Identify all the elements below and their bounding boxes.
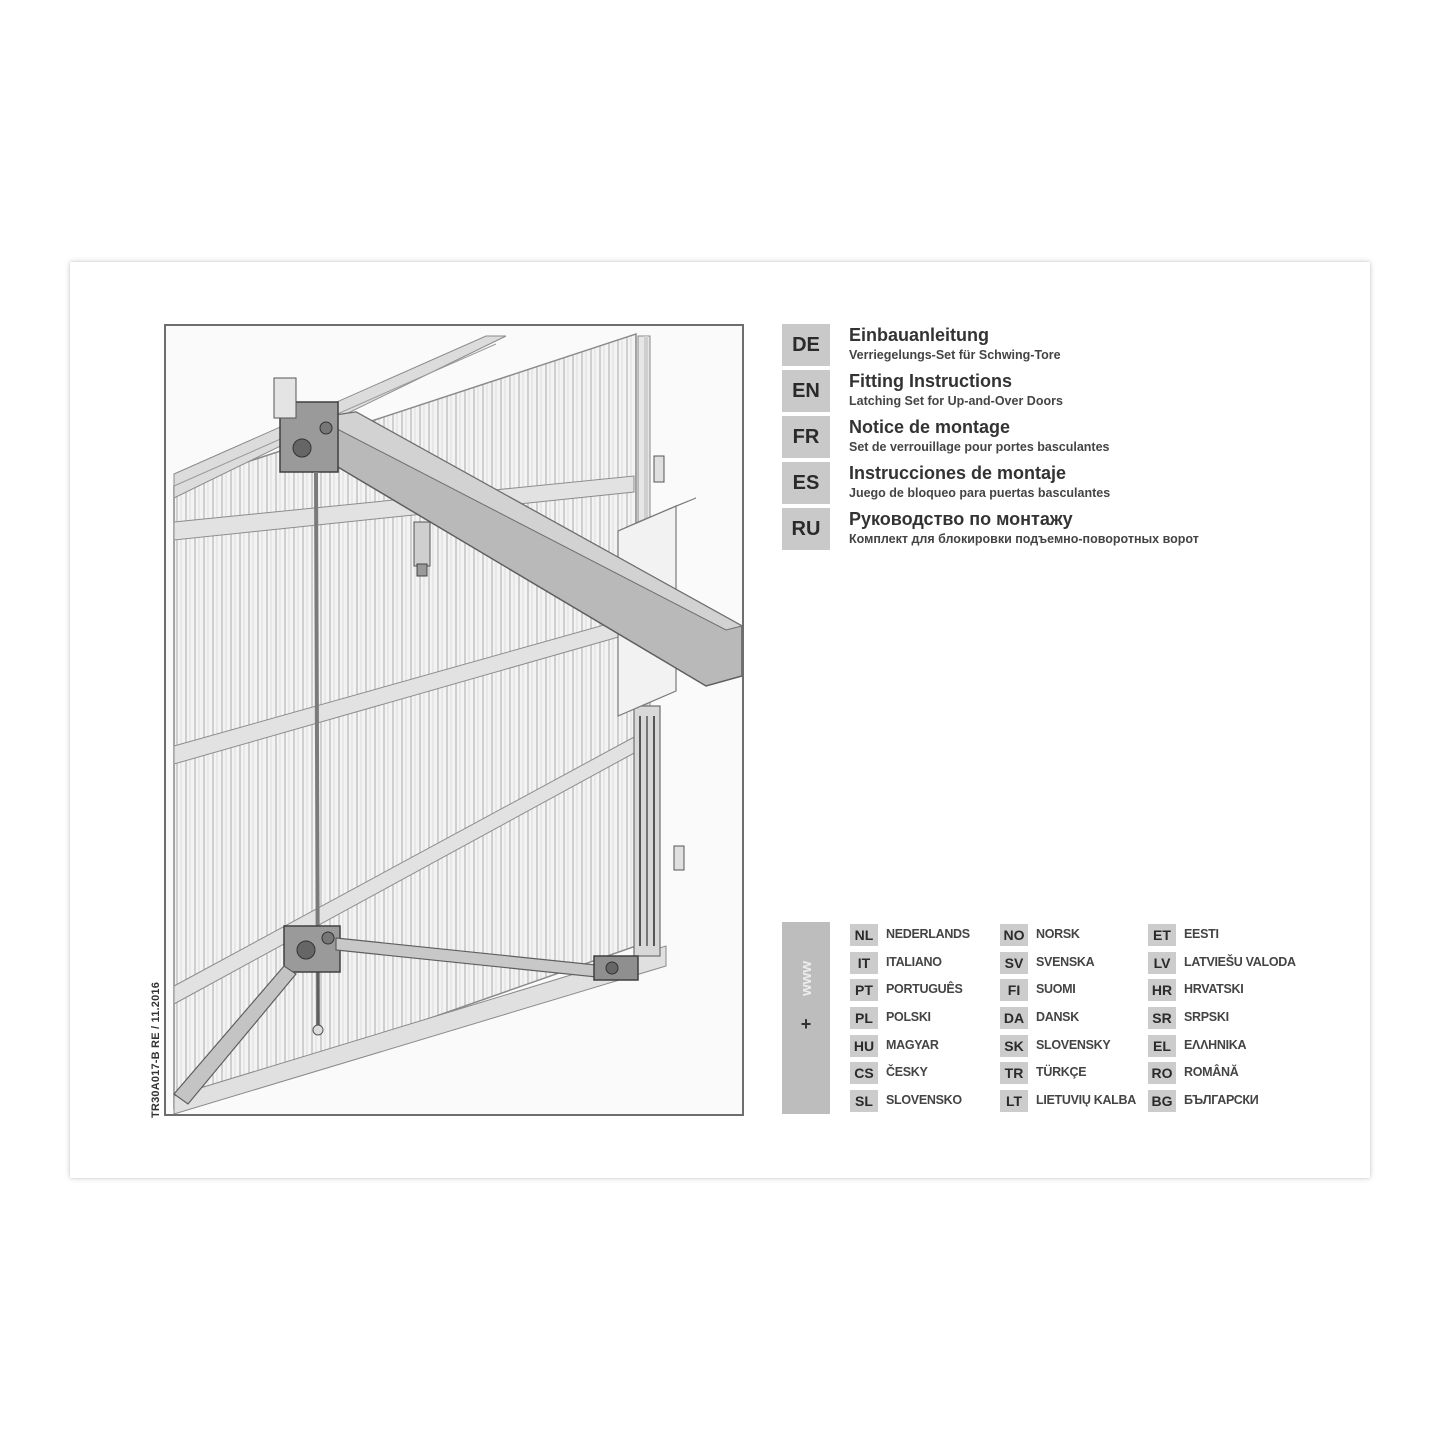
language-code: RO [1148,1062,1176,1084]
language-title: Notice de montage [849,417,1011,437]
language-code: SV [1000,952,1028,974]
language-code-badge: EN [782,370,830,412]
door-latch-drawing [166,326,742,1114]
language-subtitle: Latching Set for Up-and-Over Doors [849,394,1063,408]
language-code: NO [1000,924,1028,946]
language-name: HRVATSKI [1184,982,1244,997]
language-subtitle: Set de verrouillage pour portes basculantes [849,440,1110,454]
more-languages-bar [782,922,830,1114]
main-language-list [782,324,1342,554]
language-subtitle: Комплект для блокировки подъемно-поворотных ворот [849,532,1199,546]
language-row-fr [782,416,1342,462]
language-name: БЪЛГАРСКИ [1184,1093,1259,1108]
language-code: HR [1148,979,1176,1001]
language-code: TR [1000,1062,1028,1084]
language-name: NORSK [1036,927,1080,941]
language-name: SVENSKA [1036,954,1095,969]
language-title: Руководство по монтажу [849,509,1073,529]
language-subtitle: Verriegelungs-Set für Schwing-Tore [849,348,1061,362]
language-name: ČESKY [886,1065,928,1080]
language-name: ΕΛΛΗΝΙΚΑ [1184,1037,1247,1052]
language-code: CS [850,1062,878,1084]
language-code: SK [1000,1035,1028,1057]
language-title: Fitting Instructions [849,371,1012,391]
language-code-badge: FR [782,416,830,458]
language-code: DA [1000,1007,1028,1029]
plus-icon: + [800,1014,812,1034]
language-name: MAGYAR [886,1037,939,1052]
spring-clip [654,456,664,482]
language-name: SRPSKI [1184,1010,1229,1025]
language-code: BG [1148,1090,1176,1112]
language-name: DANSK [1036,1010,1079,1025]
language-row-de [782,324,1342,370]
language-name: SLOVENSKO [886,1093,962,1108]
language-subtitle: Juego de bloqueo para puertas basculantes [849,486,1111,500]
language-code: LV [1148,952,1176,974]
language-code: EL [1148,1035,1176,1057]
language-name: ITALIANO [886,954,942,969]
language-title: Einbauanleitung [849,325,990,345]
language-code: PL [850,1007,878,1029]
language-code: NL [850,924,878,946]
language-name: ROMÂNĂ [1184,1065,1239,1080]
language-code: ET [1148,924,1176,946]
language-row-ru [782,508,1342,554]
language-code: HU [850,1035,878,1057]
language-title: Instrucciones de montaje [849,463,1067,483]
language-code: FI [1000,979,1028,1001]
language-code-badge: ES [782,462,830,504]
door-illustration [164,324,744,1116]
language-code-badge: DE [782,324,830,366]
language-row-es [782,462,1342,508]
language-code: IT [850,952,878,974]
language-name: LIETUVIŲ KALBA [1036,1093,1136,1108]
language-name: TÜRKÇE [1036,1065,1087,1080]
language-row-en [782,370,1342,416]
www-label: www [797,960,815,996]
language-name: EESTI [1184,927,1219,941]
latch-bolt [414,522,430,566]
language-name: NEDERLANDS [886,927,970,941]
language-code: LT [1000,1090,1028,1112]
language-name: LATVIEŠU VALODA [1184,954,1296,969]
language-code: PT [850,979,878,1001]
language-name: PORTUGUÊS [886,982,963,997]
language-code-badge: RU [782,508,830,550]
language-code: SR [1148,1007,1176,1029]
language-name: SUOMI [1036,982,1076,997]
language-name: SLOVENSKY [1036,1037,1111,1052]
language-code: SL [850,1090,878,1112]
document-number: TR30A017-B RE / 11.2016 [150,981,162,1118]
language-name: POLSKI [886,1010,931,1025]
